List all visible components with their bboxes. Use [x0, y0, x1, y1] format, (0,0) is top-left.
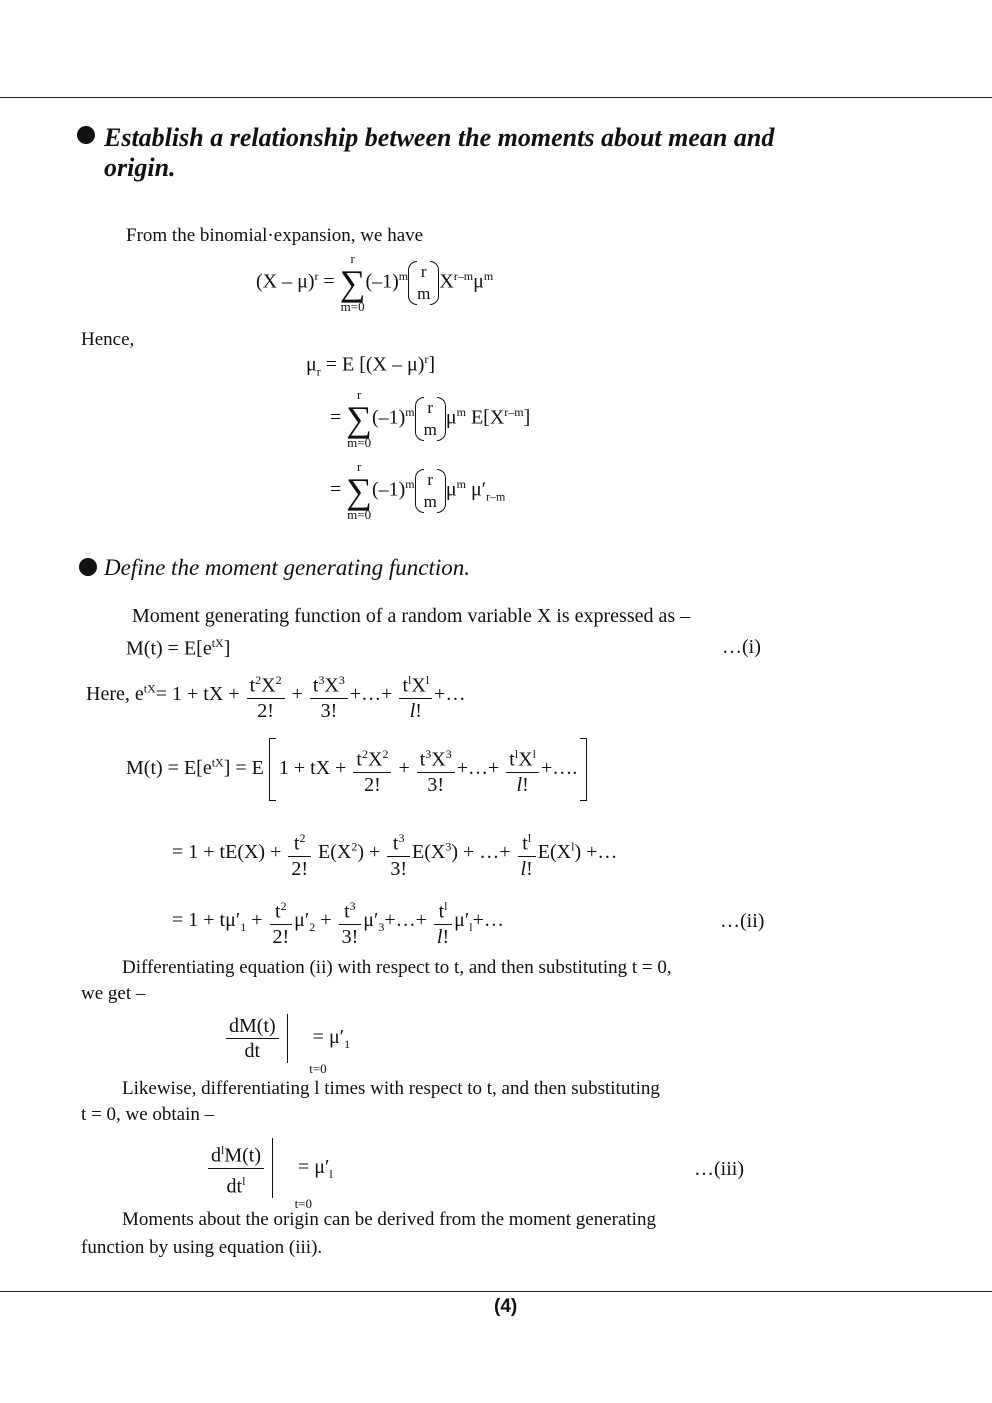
question-heading-line2: origin.	[104, 153, 176, 182]
equation-number-ii: …(ii)	[720, 910, 765, 932]
summation-symbol: r ∑ m=0	[346, 387, 372, 450]
likewise-text-line1: Likewise, differentiating l times with respect to t, and then substituting	[122, 1078, 660, 1099]
bullet-icon	[79, 558, 97, 576]
summation-symbol: r ∑ m=0	[346, 459, 372, 522]
mgf-expansion-equation: $M(t) = E[e^{tX}] = E$ 1 + tX + $\frac{t^2X^2}{2!}$ + $\frac{t^3X^3}{3!}$ +…+ $\frac{t^lX^l}{l!}$ +….	[126, 742, 587, 797]
conclusion-text-line1: Moments about the origin can be derived from the moment generating	[122, 1209, 656, 1230]
central-moment-step2: = r ∑ m=0 $(-1)^m$ r $m\mu^m$ $E[X^{r-m}]$	[330, 387, 531, 450]
central-moment-definition: $\mu_r = E$ [(X – μ)$^r$]	[306, 352, 436, 379]
mgf-expectation-step: = 1 + tE(X) + $\frac{t^2}{2!}$ $E(X^2)$ + $\frac{t^3}{3!}$ $E(X^3)$ + …+ $\frac{t^l}{l!}$ $E(X^l)$ +…	[172, 826, 617, 881]
differentiation-text-line1: Differentiating equation (ii) with respect to t, and then substituting t = 0,	[122, 957, 672, 978]
mgf-intro-text: Moment generating function of a random variable X is expressed as –	[132, 605, 691, 627]
mgf-definition: $M(t) = E[e^{tX}]$	[126, 636, 231, 660]
mgf-raw-moment-step: = $1 + t\mu'_1$ + $\frac{t^2}{2!}$ $\mu'_2$ + $\frac{t^3}{3!}$ $\mu'_3+\dots+$ $\frac{t^l}{l!}$ $\mu'_l+\dots$	[172, 894, 504, 949]
binomial-expansion-equation: (X – μ)$^r$ = r ∑ m=0 $(-1)^m$ r $mX^{r-m}\mu^m$	[256, 251, 494, 314]
question-heading-line1: Establish a relationship between the moments about mean and	[104, 123, 775, 152]
first-derivative-equation: $\frac{dM(t)}{dt}$ t=0 = $\mu'_1$	[224, 1014, 350, 1063]
binomial-coefficient: r m	[415, 469, 446, 513]
bottom-rule	[0, 1291, 992, 1292]
bullet-icon	[77, 126, 95, 144]
central-moment-step3: = r ∑ m=0 $(-1)^m$ r $m\mu^m$ $\mu'_{r-m}$	[330, 459, 506, 522]
binomial-coefficient: r m	[415, 397, 446, 441]
conclusion-text-line2: function by using equation (iii).	[81, 1237, 323, 1258]
hence-label: Hence,	[81, 329, 135, 350]
exponential-series-equation: Here, $e^{tX}= 1$ + tX + $\frac{t^2X^2}{2!}$ + $\frac{t^3X^3}{3!}$ +…+ $\frac{t^lX^l}{l!}$ +…	[86, 668, 465, 723]
top-rule	[0, 97, 992, 98]
differentiation-text-line2: we get –	[81, 983, 146, 1004]
likewise-text-line2: t = 0, we obtain –	[81, 1104, 215, 1125]
equation-number-i: …(i)	[722, 636, 761, 658]
page-number: (4)	[494, 1296, 518, 1317]
summation-symbol: r ∑ m=0	[339, 251, 366, 314]
lth-derivative-equation: $\frac{d^lM(t)}{dt^l}$ t=0 = $\mu'_l$	[206, 1138, 333, 1198]
equation-number-iii: …(iii)	[694, 1158, 744, 1180]
question-heading	[104, 123, 774, 183]
binomial-coefficient: r m	[408, 261, 439, 305]
question-heading-mgf: Define the moment generating function.	[104, 555, 471, 580]
intro-text: From the binomial·expansion, we have	[126, 225, 424, 246]
here-label: Here,	[86, 682, 130, 705]
expectation-brackets: 1 + tX + $\frac{t^2X^2}{2!}$ + $\frac{t^3X^3}{3!}$ +…+ $\frac{t^lX^l}{l!}$ +….	[269, 742, 587, 797]
